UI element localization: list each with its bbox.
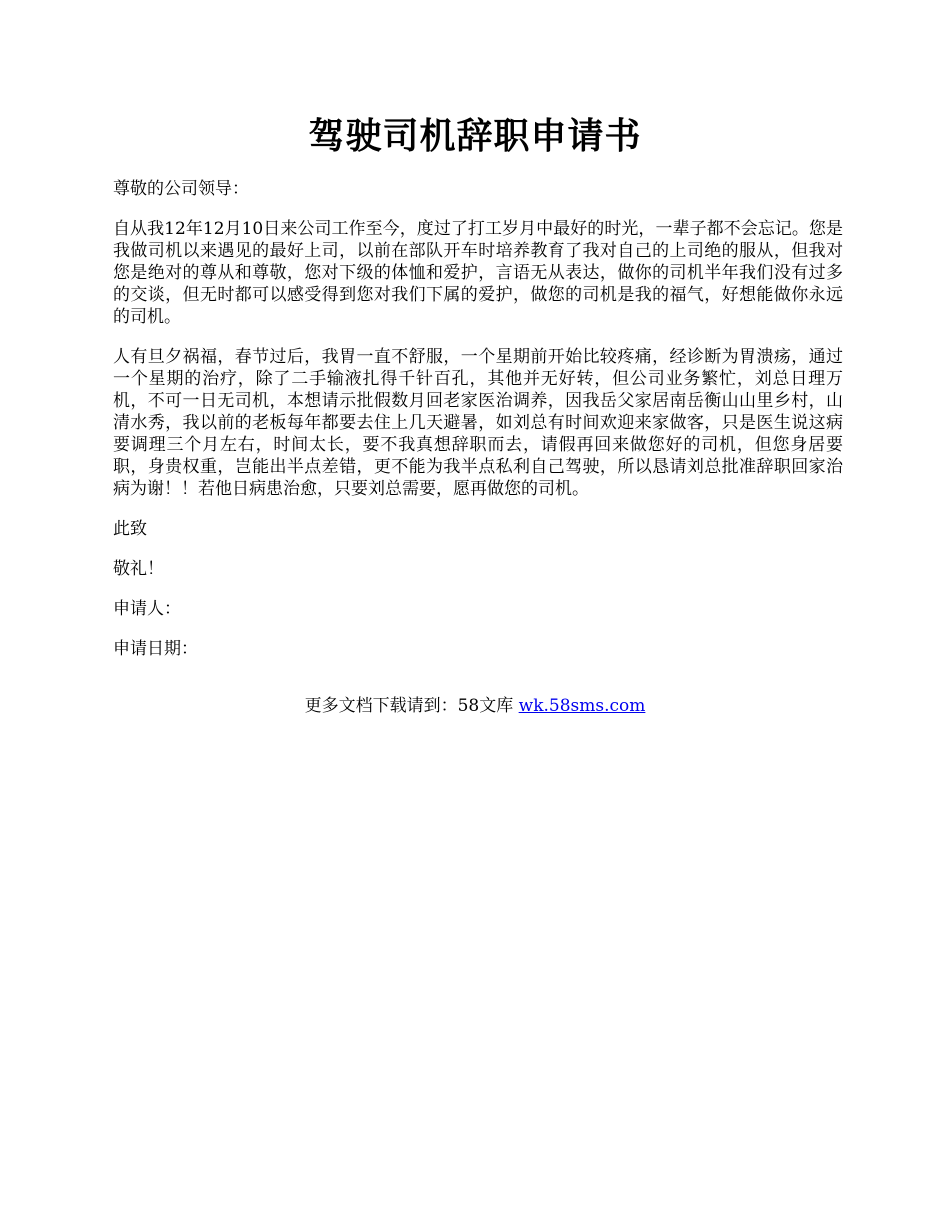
document-body: [113, 178, 843, 678]
body-paragraph-1: 自从我12年12月10日来公司工作至今，度过了打工岁月中最好的时光，一辈子都不会忘记。您是我做司机以来遇见的最好上司，以前在部队开车时培养教育了我对自己的上司绝的服从，但我对您是绝对的尊从和尊敬，您对下级的体恤和爱护，言语无从表达，做你的司机半年我们没有过多的交谈，但无时都可以感受得到您对我们下属的爱护，做您的司机是我的福气，好想能做你永远的司机。: [113, 219, 843, 327]
applicant-label: 申请人：: [113, 599, 181, 619]
closing-salutation: 此致: [113, 519, 147, 539]
greeting: 尊敬的公司领导：: [113, 179, 249, 199]
footer: [0, 694, 950, 718]
document-title: 驾驶司机辞职申请书: [308, 115, 642, 157]
footer-text: 更多文档下载请到：58文库: [304, 696, 514, 716]
body-paragraph-2: 人有旦夕祸福，春节过后，我胃一直不舒服，一个星期前开始比较疼痛，经诊断为胃溃疡，通过一个星期的治疗，除了二手输液扎得千针百孔，其他并无好转，但公司业务繁忙，刘总日理万机，不可一日无司机，本想请示批假数月回老家医治调养，因我岳父家居南岳衡山山里乡村，山清水秀，我以前的老板每年都要去住上几天避暑，如刘总有时间欢迎来家做客，只是医生说这病要调理三个月左右，时间太长，要不我真想辞职而去，请假再回来做您好的司机，但您身居要职，身贵权重，岂能出半点差错，更不能为我半点私利自己驾驶，所以恳请刘总批准辞职回家治病为谢！！若他日病患治愈，只要刘总需要，愿再做您的司机。: [113, 347, 843, 499]
date-label: 申请日期：: [113, 639, 198, 659]
closing-regards: 敬礼！: [113, 559, 164, 579]
footer-link[interactable]: wk.58sms.com: [518, 696, 646, 716]
